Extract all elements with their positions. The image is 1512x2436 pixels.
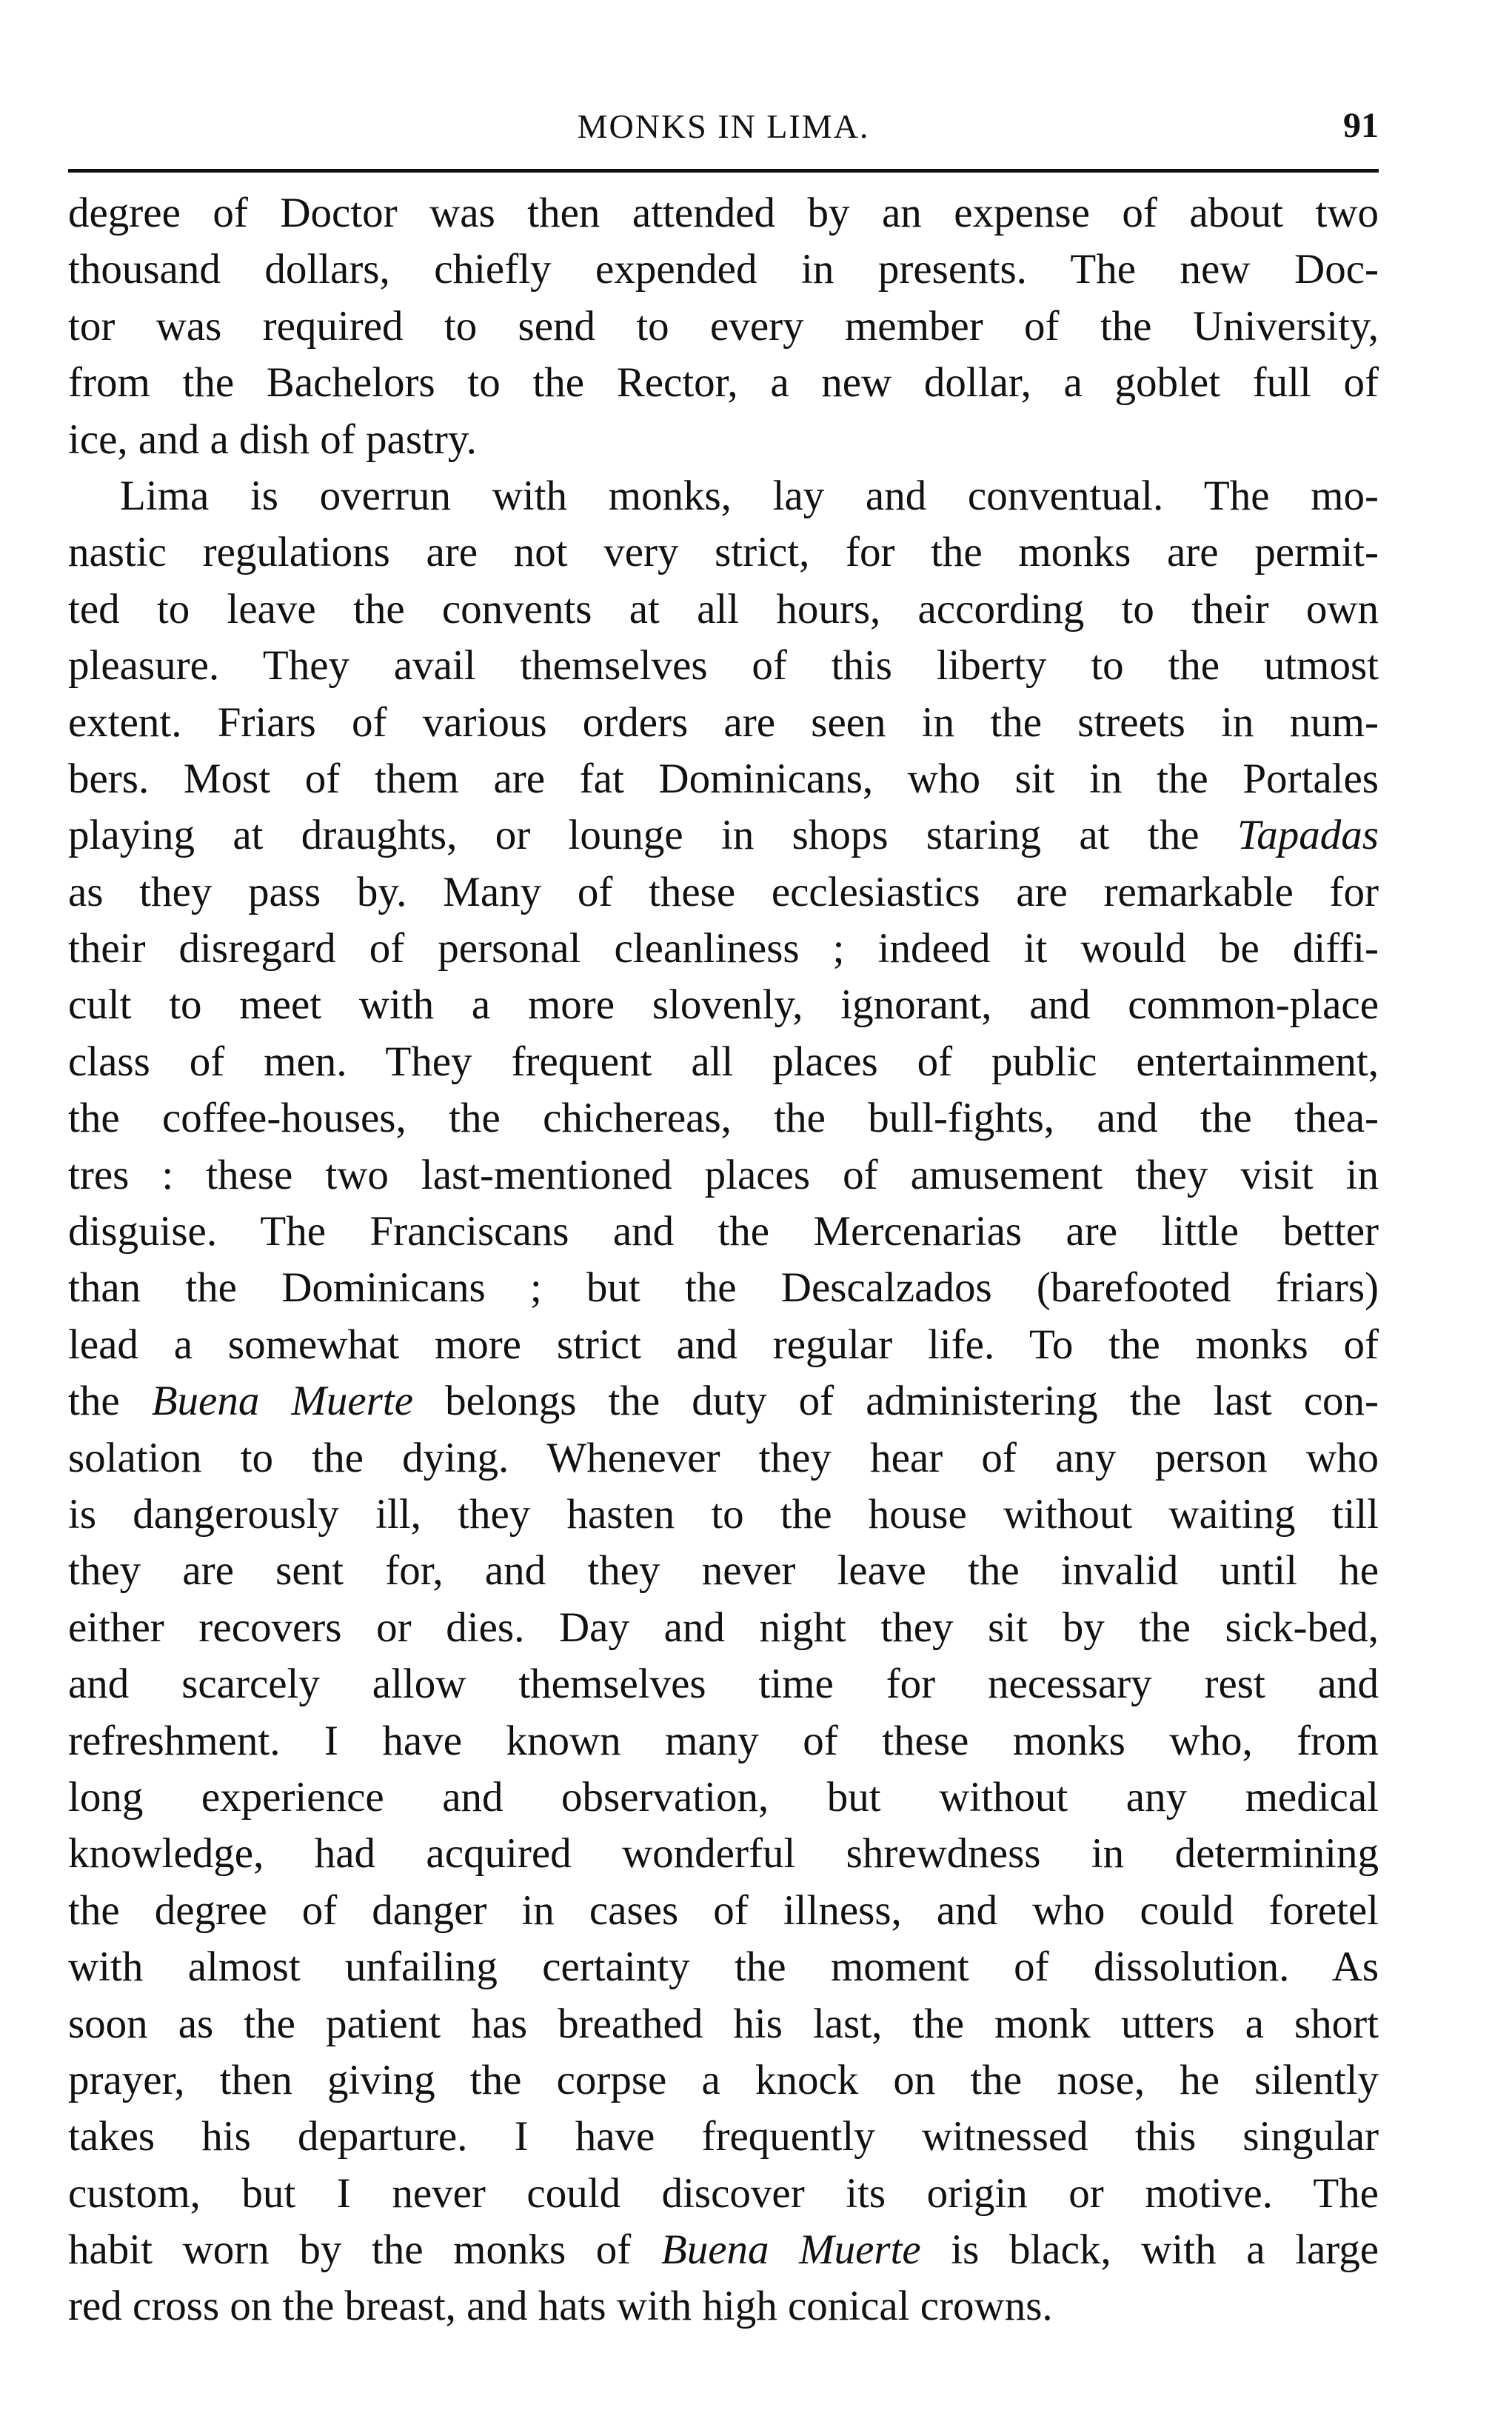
text-segment: as they pass by. Many of these ecclesiastics are remarkable for bbox=[68, 868, 1379, 915]
text-segment: habit worn by the monks of bbox=[68, 2226, 661, 2274]
text-segment: belongs the duty of administering the last con- bbox=[413, 1378, 1379, 1425]
text-segment: from the Bachelors to the Rector, a new dollar, a goblet full of bbox=[68, 359, 1379, 407]
text-segment: refreshment. I have known many of these monks who, from bbox=[68, 1717, 1379, 1764]
text-line bbox=[68, 1996, 1379, 2052]
text-segment: tor was required to send to every member of the University, bbox=[68, 302, 1379, 350]
text-line bbox=[68, 298, 1379, 355]
italic-text: Tapadas bbox=[1237, 812, 1379, 859]
text-line bbox=[68, 2222, 1379, 2278]
header-rule bbox=[68, 169, 1379, 173]
body-text bbox=[68, 185, 1379, 2335]
text-line bbox=[68, 2166, 1379, 2222]
text-segment: prayer, then giving the corpse a knock on the nose, he silently bbox=[68, 2056, 1379, 2103]
text-line bbox=[68, 581, 1379, 638]
text-segment: nastic regulations are not very strict, for the monks are permit- bbox=[68, 529, 1379, 576]
text-line bbox=[68, 1204, 1379, 1260]
text-segment: thousand dollars, chiefly expended in presents. The new Doc- bbox=[68, 246, 1379, 293]
text-segment: soon as the patient has breathed his last, the monk utters a short bbox=[68, 2000, 1379, 2047]
text-line bbox=[68, 864, 1379, 921]
text-segment: long experience and observation, but without any medical bbox=[68, 1773, 1379, 1821]
text-segment: and scarcely allow themselves time for necessary rest and bbox=[68, 1661, 1379, 1708]
italic-text: Buena Muerte bbox=[151, 1378, 414, 1425]
text-segment: custom, but I never could discover its origin or motive. The bbox=[68, 2169, 1379, 2217]
text-line bbox=[68, 1826, 1379, 1882]
text-line bbox=[68, 1034, 1379, 1090]
text-segment: lead a somewhat more strict and regular life. To the monks of bbox=[68, 1321, 1379, 1368]
page-number: 91 bbox=[1343, 106, 1379, 145]
text-segment: pleasure. They avail themselves of this liberty to the utmost bbox=[68, 642, 1379, 690]
text-segment: cult to meet with a more slovenly, ignorant, and common-place bbox=[68, 981, 1379, 1029]
text-line bbox=[68, 921, 1379, 977]
text-line bbox=[68, 977, 1379, 1033]
text-line bbox=[68, 2052, 1379, 2109]
text-segment: disguise. The Franciscans and the Mercenarias are little better bbox=[68, 1208, 1379, 1255]
text-segment: ted to leave the convents at all hours, according to their own bbox=[68, 585, 1379, 633]
text-line bbox=[68, 241, 1379, 298]
text-line bbox=[68, 695, 1379, 751]
text-line bbox=[68, 807, 1379, 864]
text-segment: is dangerously ill, they hasten to the house without waiting till bbox=[68, 1490, 1379, 1538]
text-segment: the coffee-houses, the chichereas, the bull-fights, and the thea- bbox=[68, 1095, 1379, 1142]
italic-text: Buena Muerte bbox=[660, 2226, 921, 2274]
text-line bbox=[68, 1486, 1379, 1543]
text-segment: tres : these two last-mentioned places of amusement they visit in bbox=[68, 1151, 1379, 1198]
text-line bbox=[68, 524, 1379, 581]
text-line bbox=[68, 185, 1379, 241]
text-line bbox=[68, 1147, 1379, 1204]
text-line bbox=[68, 1543, 1379, 1599]
text-line bbox=[68, 638, 1379, 694]
text-line bbox=[68, 1090, 1379, 1147]
text-line bbox=[68, 1430, 1379, 1486]
text-segment: takes his departure. I have frequently witnessed this singular bbox=[68, 2113, 1379, 2160]
text-segment: bers. Most of them are fat Dominicans, who sit in the Portales bbox=[68, 755, 1379, 802]
text-segment: than the Dominicans ; but the Descalzados (barefooted friars) bbox=[68, 1264, 1379, 1312]
text-line bbox=[68, 1769, 1379, 1826]
text-segment: Lima is overrun with monks, lay and conventual. The mo- bbox=[120, 472, 1379, 519]
text-line bbox=[68, 1939, 1379, 1995]
text-segment: is black, with a large bbox=[920, 2226, 1379, 2274]
text-line bbox=[68, 412, 1379, 468]
text-segment: the bbox=[68, 1378, 152, 1425]
running-title: MONKS IN LIMA. bbox=[577, 107, 870, 145]
text-line bbox=[68, 1260, 1379, 1316]
text-line bbox=[68, 751, 1379, 807]
text-segment: class of men. They frequent all places of public entertainment, bbox=[68, 1038, 1379, 1085]
text-segment: degree of Doctor was then attended by an expense of about two bbox=[68, 190, 1379, 236]
text-line bbox=[68, 1883, 1379, 1939]
text-line bbox=[68, 2278, 1379, 2335]
text-line bbox=[68, 2109, 1379, 2165]
text-segment: their disregard of personal cleanliness ; indeed it would be diffi- bbox=[68, 925, 1379, 972]
text-line bbox=[68, 1317, 1379, 1373]
text-line bbox=[68, 468, 1379, 524]
text-segment: ice, and a dish of pastry. bbox=[68, 416, 477, 463]
text-line bbox=[68, 1713, 1379, 1769]
text-segment: with almost unfailing certainty the moment of dissolution. As bbox=[68, 1943, 1379, 1991]
text-line bbox=[68, 1656, 1379, 1712]
text-line bbox=[68, 1373, 1379, 1429]
text-segment: playing at draughts, or lounge in shops staring at the bbox=[68, 812, 1237, 859]
text-segment: red cross on the breast, and hats with high conical crowns. bbox=[68, 2283, 1053, 2330]
text-segment: the degree of danger in cases of illness, and who could foretel bbox=[68, 1886, 1379, 1934]
text-segment: knowledge, had acquired wonderful shrewdness in determining bbox=[68, 1830, 1379, 1878]
text-line bbox=[68, 1600, 1379, 1656]
text-segment: extent. Friars of various orders are seen in the streets in num- bbox=[68, 698, 1379, 746]
page-header bbox=[68, 104, 1379, 148]
text-line bbox=[68, 355, 1379, 411]
text-segment: solation to the dying. Whenever they hear of any person who bbox=[68, 1434, 1379, 1481]
text-segment: they are sent for, and they never leave the invalid until he bbox=[68, 1547, 1379, 1595]
text-segment: either recovers or dies. Day and night they sit by the sick-bed, bbox=[68, 1604, 1379, 1651]
